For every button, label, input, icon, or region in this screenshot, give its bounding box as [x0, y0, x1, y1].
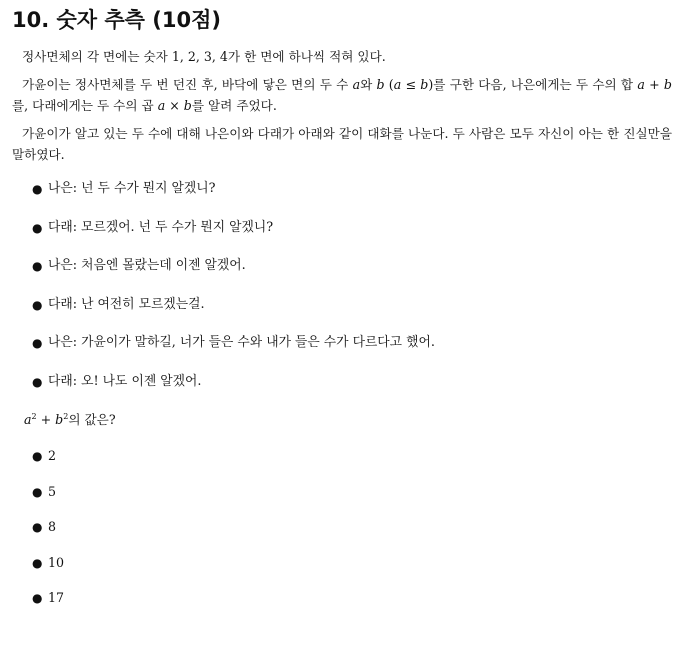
dialogue-item	[32, 372, 672, 392]
var-a: a	[352, 77, 361, 92]
product-expr: a × b	[157, 98, 192, 113]
choice-item[interactable]	[32, 553, 672, 573]
bullet-icon: ●	[32, 374, 43, 389]
question-text	[24, 410, 672, 430]
dialogue-text: 나은: 넌 두 수가 뭔지 알겠니?	[48, 181, 216, 196]
dialogue-text: 다래: 오! 나도 이젠 알겠어.	[48, 373, 202, 389]
choice-item[interactable]	[32, 446, 672, 466]
paragraph-3: 가윤이가 알고 있는 두 수에 대해 나은이와 다래가 아래와 같이 대화를 나눈다. 두 사람은 모두 자신이 아는 한 진실만을 말하였다.	[12, 126, 672, 162]
bullet-icon: ●	[32, 555, 43, 570]
bullet-icon: ●	[32, 591, 43, 605]
bullet-icon: ●	[32, 182, 43, 196]
paragraph-2	[12, 74, 672, 116]
answer-choices	[12, 446, 672, 608]
q-exp-1: 2	[31, 411, 37, 421]
p2-text-4: )를 구한 다음, 나은에게는 두 수의 합	[428, 77, 638, 92]
condition-expr: a ≤ b	[393, 77, 429, 92]
choice-item[interactable]	[32, 588, 672, 608]
dialogue-item	[32, 295, 672, 315]
choice-item[interactable]	[32, 517, 672, 537]
p2-text-6: 를 알려 주었다.	[191, 98, 277, 113]
p2-text-5: 를, 다래에게는 두 수의 곱	[12, 98, 158, 113]
dialogue-item	[32, 218, 672, 238]
p2-text-3: (	[384, 77, 394, 92]
q-var-b: b	[55, 412, 64, 427]
dialogue-item	[32, 333, 672, 353]
sum-expr: a + b	[637, 77, 672, 92]
bullet-icon: ●	[32, 449, 43, 463]
q-plus: +	[36, 412, 56, 427]
choice-label: 17	[48, 590, 65, 605]
bullet-icon: ●	[32, 259, 43, 273]
bullet-icon: ●	[32, 297, 43, 312]
paragraph-1: 정사면체의 각 면에는 숫자 1, 2, 3, 4가 한 면에 하나씩 적혀 있다.	[22, 49, 386, 64]
choice-label: 2	[48, 448, 57, 463]
dialogue-item	[32, 179, 672, 199]
choice-label: 10	[48, 554, 65, 570]
bullet-icon: ●	[32, 336, 43, 350]
problem-title: 10. 숫자 추측 (10점)	[12, 8, 221, 32]
choice-label: 8	[48, 519, 57, 534]
choice-item[interactable]	[32, 482, 672, 502]
q-tail: 의 값은?	[68, 412, 116, 427]
bullet-icon: ●	[32, 220, 43, 235]
dialogue-text: 나은: 가윤이가 말하길, 너가 들은 수와 내가 들은 수가 다르다고 했어.	[48, 335, 435, 350]
dialogue-item	[32, 256, 672, 276]
dialogue-text: 다래: 난 여전히 모르겠는걸.	[48, 296, 205, 312]
p2-text-1: 가윤이는 정사면체를 두 번 던진 후, 바닥에 닿은 면의 두 수	[22, 77, 353, 92]
var-b: b	[376, 77, 385, 92]
p2-text-2: 와	[360, 77, 377, 92]
dialogue-text: 나은: 처음엔 몰랐는데 이젠 알겠어.	[48, 258, 246, 273]
bullet-icon: ●	[32, 484, 43, 499]
q-exp-2: 2	[63, 411, 69, 421]
bullet-icon: ●	[32, 520, 43, 534]
q-var-a: a	[24, 412, 32, 427]
choice-label: 5	[48, 483, 57, 499]
dialogue-text: 다래: 모르겠어. 넌 두 수가 뭔지 알겠니?	[48, 219, 274, 235]
dialogue-list	[12, 179, 672, 392]
